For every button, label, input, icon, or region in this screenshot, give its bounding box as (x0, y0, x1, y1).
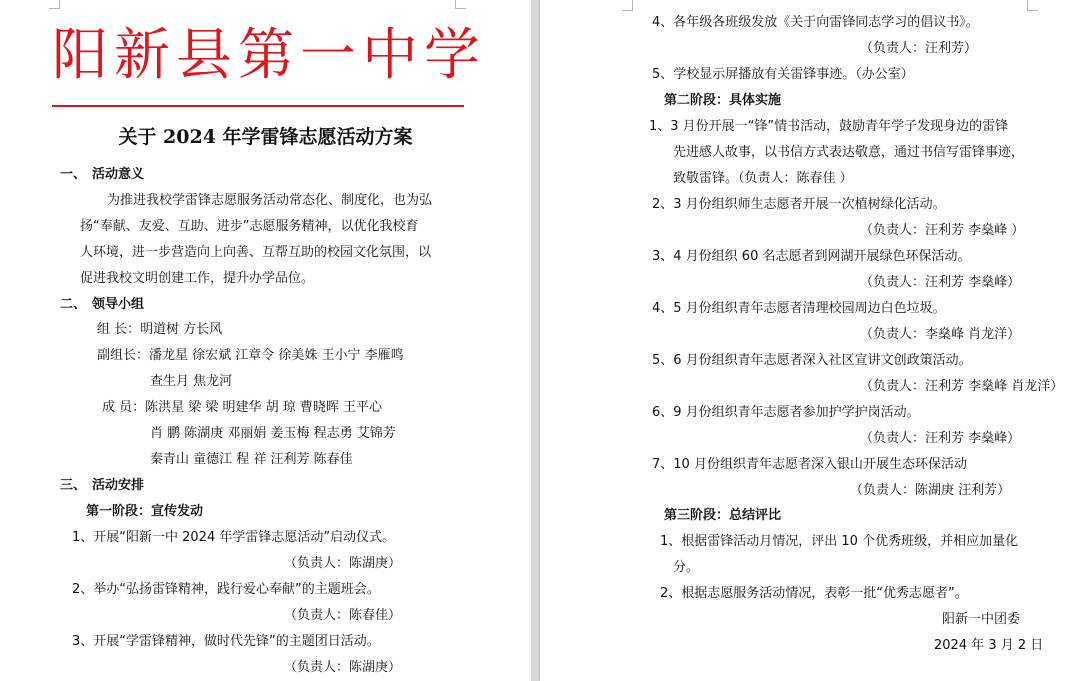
section-number: 二、 (60, 297, 87, 312)
phase-heading: 第二阶段：具体实施 (664, 93, 782, 108)
body-line: 7、10 月份组织青年志愿者深入银山开展生态环保活动 (652, 457, 967, 472)
body-line: 1、根据雷锋活动月情况，评出 10 个优秀班级，并相应加量化 (660, 534, 1019, 549)
body-line: 为推进我校学雷锋志愿服务活动常态化、制度化，也为弘 (107, 193, 433, 208)
body-line: 5、6 月份组织青年志愿者深入社区宣讲文创政策活动。 (652, 353, 972, 368)
body-line: 致敬雷锋。（负责人：陈春佳 ） (673, 171, 853, 186)
body-line: 组 长：明道树 方长风 (97, 322, 223, 337)
body-line: 2、举办“弘扬雷锋精神，践行爱心奉献”的主题班会。 (72, 582, 380, 597)
document-title: 关于 2024 年学雷锋志愿活动方案 (118, 126, 413, 148)
body-line: 1、开展“阳新一中 2024 年学雷锋志愿活动”启动仪式。 (72, 530, 396, 545)
body-line: 3、4 月份组织 60 名志愿者到网湖开展绿色环保活动。 (652, 249, 971, 264)
body-line: 4、各年级各班级发放《关于向雷锋同志学习的倡议书》。 (652, 15, 979, 30)
section-number: 一、 (60, 167, 87, 182)
body-line: 肖 鹏 陈湖庚 邓丽娟 姜玉梅 程志勇 艾锦芳 (150, 426, 396, 441)
responsible-line: （负责人：汪利芳 李燊峰） (860, 431, 1021, 446)
page-corner-mark (49, 0, 60, 9)
section-heading: 活动意义 (92, 167, 145, 182)
body-line: 人环境，进一步营造向上向善、互帮互助的校园文化氛围，以 (80, 245, 432, 260)
body-line: 2、根据志愿服务活动情况，表彰一批“优秀志愿者”。 (660, 586, 968, 601)
body-line: 5、学校显示屏播放有关雷锋事迹。（办公室） (652, 67, 914, 82)
body-line: 秦青山 童德江 程 祥 汪利芳 陈春佳 (150, 452, 353, 467)
section-number: 三、 (60, 478, 87, 493)
responsible-line: （负责人：陈湖庚） (284, 660, 402, 675)
body-line: 4、5 月份组织青年志愿者清理校园周边白色垃圾。 (652, 301, 946, 316)
body-line: 促进我校文明创建工作，提升办学品位。 (80, 271, 315, 286)
body-line: 副组长：潘龙星 徐宏斌 江章令 徐美姝 王小宁 李雁鸣 (97, 348, 404, 363)
document-page-right (540, 0, 1080, 681)
page-corner-mark (1027, 0, 1038, 11)
page-gap (531, 0, 540, 681)
responsible-line: （负责人：陈湖庚 汪利芳） (850, 483, 1011, 498)
page-corner-mark (455, 0, 466, 9)
responsible-line: （负责人：陈湖庚） (284, 556, 402, 571)
responsible-line: （负责人：汪利芳 李燊峰） (860, 275, 1021, 290)
document-date: 2024 年 3 月 2 日 (934, 638, 1044, 653)
signature: 阳新一中团委 (942, 612, 1021, 627)
responsible-line: （负责人：汪利芳） (860, 41, 978, 56)
school-letterhead: 阳新县第一中学 (52, 23, 486, 88)
letterhead-rule (52, 105, 464, 107)
section-heading: 领导小组 (92, 297, 145, 312)
phase-heading: 第一阶段：宣传发动 (86, 504, 204, 519)
body-line: 成 员：陈洪星 梁 梁 明建华 胡 琼 曹晓晖 王平心 (102, 400, 383, 415)
section-heading: 活动安排 (92, 478, 145, 493)
body-line: 6、9 月份组织青年志愿者参加护学护岗活动。 (652, 405, 920, 420)
body-line: 先进感人故事，以书信方式表达敬意，通过书信写雷锋事迹， (673, 145, 1025, 160)
body-line: 3、开展“学雷锋精神，做时代先锋”的主题团日活动。 (72, 634, 380, 649)
body-line: 查生月 焦龙河 (150, 374, 233, 389)
body-line: 扬“奉献、友爱、互助、进步”志愿服务精神，以优化我校育 (80, 219, 419, 234)
body-line: 1、3 月份开展一“锋”情书活动，鼓励青年学子发现身边的雷锋 (649, 119, 1009, 134)
body-line: 分。 (673, 560, 700, 575)
body-line: 2、3 月份组织师生志愿者开展一次植树绿化活动。 (652, 197, 946, 212)
phase-heading: 第三阶段：总结评比 (664, 508, 782, 523)
page-corner-mark (622, 0, 633, 11)
responsible-line: （负责人：汪利芳 李燊峰 肖龙洋） (860, 379, 1064, 394)
responsible-line: （负责人：汪利芳 李燊峰 ） (860, 223, 1025, 238)
document-page-left (0, 0, 531, 681)
responsible-line: （负责人：李燊峰 肖龙洋） (860, 327, 1021, 342)
responsible-line: （负责人：陈春佳） (284, 608, 402, 623)
